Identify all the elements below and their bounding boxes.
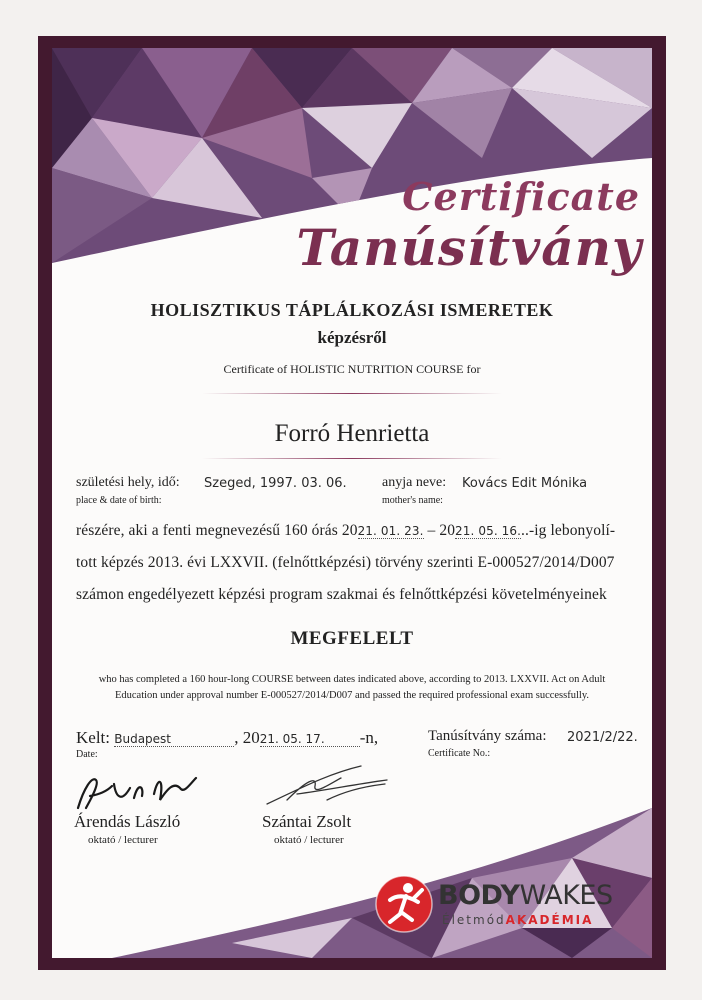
issue-line	[76, 728, 378, 748]
brand-tagline-b: AKADÉMIA	[505, 913, 594, 927]
english-text-line-1: who has completed a 160 hour-long COURSE between dates indicated above, according to 2013. LXXVII. Act on Adult	[98, 674, 606, 685]
signature-szantai	[257, 760, 397, 812]
body-line-1	[76, 522, 615, 540]
divider-line	[202, 458, 502, 459]
result-text: MEGFELELT	[290, 628, 414, 649]
body-line-3: számon engedélyezett képzési program szakmai és felnőttképzési követelményeinek	[76, 586, 607, 603]
cert-no-label: Tanúsítvány száma:	[428, 728, 547, 744]
cert-no-value: 2021/2/22.	[567, 730, 638, 745]
signatory-1-name: Árendás László	[74, 812, 181, 831]
brand-name-b: WAKES	[519, 880, 613, 911]
course-name: HOLISZTIKUS TÁPLÁLKOZÁSI ISMERETEK	[150, 300, 554, 320]
date-to: 21. 05. 16.	[455, 524, 522, 538]
birth-label-en: place & date of birth:	[76, 495, 162, 506]
certificate-sheet	[52, 48, 652, 958]
title-certificate-hu: Tanúsítvány	[296, 218, 642, 277]
body-line-1-b: – 20	[423, 522, 456, 539]
mother-label: anyja neve:	[382, 475, 447, 490]
brand-tagline	[442, 913, 593, 927]
signature-arendas	[72, 768, 212, 816]
body-line-1-c: ..-ig lebonyolí-	[521, 522, 616, 539]
cert-no-label-en: Certificate No.:	[428, 748, 491, 759]
issue-suffix: -n,	[359, 728, 379, 747]
body-line-2: tott képzés 2013. évi LXXVII. (felnőttképzési) törvény szerinti E-000527/2014/D007	[76, 554, 615, 571]
mother-value: Kovács Edit Mónika	[462, 476, 588, 491]
kelt-label: Kelt:	[76, 728, 110, 747]
birth-value: Szeged, 1997. 03. 06.	[204, 476, 347, 491]
birth-label: születési hely, idő:	[76, 475, 180, 490]
course-suffix: képzésről	[317, 328, 387, 347]
runner-icon	[374, 874, 434, 934]
date-from: 21. 01. 23.	[357, 524, 424, 538]
issue-place: Budapest	[114, 732, 234, 747]
signatory-2-role: oktató / lecturer	[274, 834, 344, 846]
signatory-1-role: oktató / lecturer	[88, 834, 158, 846]
mother-label-en: mother's name:	[382, 495, 443, 506]
issue-date: 21. 05. 17.	[260, 732, 360, 747]
date-label-en: Date:	[76, 749, 98, 760]
title-certificate-en: Certificate	[402, 174, 640, 219]
brand-tagline-a: Életmód	[442, 913, 506, 927]
divider-line	[202, 393, 502, 394]
brand-name	[438, 880, 613, 911]
course-subtitle-en: Certificate of HOLISTIC NUTRITION COURSE for	[223, 362, 481, 376]
issue-year-prefix: , 20	[234, 728, 260, 747]
body-line-1-a: részére, aki a fenti megnevezésű 160 órás 20	[76, 522, 358, 539]
signatory-2-name: Szántai Zsolt	[262, 812, 352, 831]
english-text-line-2: Education under approval number E-000527/2014/D007 and passed the required professional exam successfully.	[114, 690, 590, 701]
bodywakes-logo-mark	[374, 874, 434, 934]
brand-name-a: BODY	[438, 880, 520, 911]
recipient-name: Forró Henrietta	[274, 420, 430, 447]
